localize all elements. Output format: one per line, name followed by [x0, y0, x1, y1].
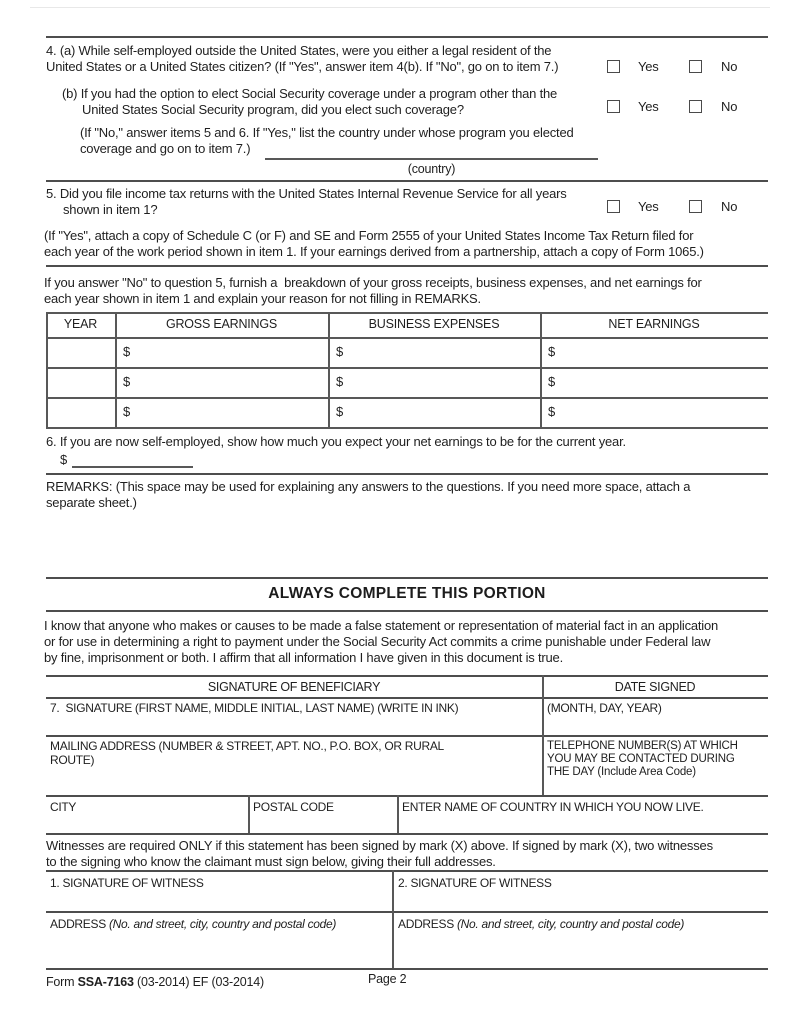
item5-yes-checkbox[interactable]	[607, 200, 620, 213]
dollar-sign: $	[548, 404, 556, 419]
gross-earnings-cell-input[interactable]	[133, 369, 326, 396]
item5-no-checkbox[interactable]	[689, 200, 702, 213]
witness-table-border-bottom	[46, 968, 768, 970]
telephone-label-line1: TELEPHONE NUMBER(S) AT WHICH	[547, 740, 738, 752]
footer-form-suffix: (03-2014) EF (03-2014)	[133, 975, 264, 989]
earnings-header-gross: GROSS EARNINGS	[165, 317, 278, 331]
address-hint: (No. and street, city, country and postal code)	[108, 917, 337, 931]
witness1-address-input[interactable]	[46, 932, 390, 966]
signature-table-border-bottom	[46, 833, 768, 835]
net-earnings-cell-input[interactable]	[558, 339, 766, 366]
business-expenses-cell-input[interactable]	[346, 399, 538, 426]
section-divider	[46, 36, 768, 38]
signature-label: 7. SIGNATURE (FIRST NAME, MIDDLE INITIAL, LAST NAME) (WRITE IN INK)	[50, 701, 459, 715]
year-cell-input[interactable]	[48, 369, 114, 396]
witness-note-line1: Witnesses are required ONLY if this statement has been signed by mark (X) above. If signed by mark (X), two witnesses	[46, 838, 713, 853]
net-earnings-cell-input[interactable]	[558, 399, 766, 426]
section-divider	[46, 577, 768, 579]
scan-artifact-line	[30, 7, 770, 8]
remarks-line1: REMARKS: (This space may be used for explaining any answers to the questions. If you need more space, attach a	[46, 479, 691, 494]
gross-earnings-cell-input[interactable]	[133, 399, 326, 426]
mailing-address-input[interactable]	[46, 768, 540, 793]
witness-table-row-rule	[46, 911, 768, 913]
item4b-no-checkbox[interactable]	[689, 100, 702, 113]
item4a-yes-checkbox[interactable]	[607, 60, 620, 73]
earnings-table-border-bottom	[46, 427, 768, 429]
footer-form-number: SSA-7163	[77, 975, 134, 989]
affirmation-line1: I know that anyone who makes or causes to be made a false statement or representation of material fact in an application	[44, 618, 719, 633]
witness2-address-label	[398, 917, 684, 932]
date-signed-input[interactable]	[544, 714, 766, 734]
item4b-text-line2: United States Social Security program, did you elect such coverage?	[82, 102, 464, 117]
footer-form-id	[46, 975, 264, 990]
country-input-area[interactable]	[265, 140, 598, 158]
beneficiary-signature-input[interactable]	[46, 714, 540, 734]
postal-code-label: POSTAL CODE	[253, 800, 334, 814]
address-word: ADDRESS	[50, 917, 109, 931]
year-cell-input[interactable]	[48, 399, 114, 426]
witness2-address-input[interactable]	[394, 932, 766, 966]
item4b-note-line1: (If "No," answer items 5 and 6. If "Yes," list the country under whose program you elected	[80, 125, 574, 140]
witness-note-line2: to the signing who know the claimant must sign below, giving their full addresses.	[46, 854, 496, 869]
dollar-sign: $	[336, 404, 344, 419]
mailing-address-label-line1: MAILING ADDRESS (NUMBER & STREET, APT. NO., P.O. BOX, OR RURAL	[50, 739, 444, 753]
dollar-sign: $	[336, 344, 344, 359]
net-earnings-cell-input[interactable]	[558, 369, 766, 396]
section-divider	[46, 180, 768, 182]
year-cell-input[interactable]	[48, 339, 114, 366]
date-format-label: (MONTH, DAY, YEAR)	[547, 701, 662, 715]
item5-yes-label: Yes	[638, 199, 659, 214]
item4b-yes-checkbox[interactable]	[607, 100, 620, 113]
item5-no-note-line1: If you answer "No" to question 5, furnish a breakdown of your gross receipts, business expenses, and net earnings for	[44, 275, 702, 290]
telephone-input[interactable]	[544, 779, 766, 793]
country-underline	[265, 158, 598, 160]
item4a-no-label: No	[721, 59, 738, 74]
dollar-sign: $	[123, 374, 131, 389]
signature-table-row-rule	[46, 735, 768, 737]
address-hint: (No. and street, city, country and postal code)	[456, 917, 685, 931]
witness1-signature-label: 1. SIGNATURE OF WITNESS	[50, 876, 204, 890]
mailing-address-label-line2: ROUTE)	[50, 753, 95, 767]
section-divider	[46, 473, 768, 475]
item6-dollar-sign: $	[60, 452, 68, 467]
item5-no-note-line2: each year shown in item 1 and explain your reason for not filling in REMARKS.	[44, 291, 481, 306]
item5-text-line1: 5. Did you file income tax returns with the United States Internal Revenue Service for all years	[46, 186, 567, 201]
witness1-address-label	[50, 917, 336, 932]
footer-page-number: Page 2	[368, 972, 407, 986]
signature-table-border-top	[46, 675, 768, 677]
item4a-text-line1: 4. (a) While self-employed outside the United States, were you either a legal resident of the	[46, 43, 552, 58]
item4b-note-line2: coverage and go on to item 7.)	[80, 141, 251, 156]
affirmation-line2: or for use in determining a right to payment under the Social Security Act commits a crime punishable under Federal law	[44, 634, 711, 649]
item4a-yes-label: Yes	[638, 59, 659, 74]
witness2-signature-label: 2. SIGNATURE OF WITNESS	[398, 876, 552, 890]
item4a-text-line2: United States or a United States citizen? (If "Yes", answer item 4(b). If "No", go on to item 7.)	[46, 59, 559, 74]
business-expenses-cell-input[interactable]	[346, 339, 538, 366]
item5-yes-note-line2: each year of the work period shown in item 1. If your earnings derived from a partnership, attach a copy of Form 1065.)	[44, 244, 704, 259]
item6-text: 6. If you are now self-employed, show how much you expect your net earnings to be for the current year.	[46, 434, 626, 449]
dollar-sign: $	[548, 344, 556, 359]
remarks-input-area[interactable]	[46, 514, 768, 574]
gross-earnings-cell-input[interactable]	[133, 339, 326, 366]
footer-form-word: Form	[46, 975, 78, 989]
witness-table-border-top	[46, 870, 768, 872]
business-expenses-cell-input[interactable]	[346, 369, 538, 396]
dollar-sign: $	[123, 344, 131, 359]
telephone-label-line3: THE DAY (Include Area Code)	[547, 766, 696, 778]
item5-yes-note-line1: (If "Yes", attach a copy of Schedule C (or F) and SE and Form 2555 of your United States Income Tax Return filed for	[44, 228, 694, 243]
country-live-label: ENTER NAME OF COUNTRY IN WHICH YOU NOW LIVE.	[402, 800, 704, 814]
item6-amount-input[interactable]	[72, 448, 193, 466]
dollar-sign: $	[548, 374, 556, 389]
postal-code-input[interactable]	[250, 814, 395, 832]
item4b-yes-label: Yes	[638, 99, 659, 114]
item4b-no-label: No	[721, 99, 738, 114]
address-word: ADDRESS	[398, 917, 457, 931]
signature-table-header-rule	[46, 697, 768, 699]
signature-of-beneficiary-header: SIGNATURE OF BENEFICIARY	[207, 680, 381, 694]
date-signed-header: DATE SIGNED	[614, 680, 696, 694]
dollar-sign: $	[336, 374, 344, 389]
item4b-text-line1: (b) If you had the option to elect Social Security coverage under a program other than the	[62, 86, 558, 101]
section-divider	[46, 265, 768, 267]
witness1-signature-input[interactable]	[46, 890, 390, 910]
signature-table-row-rule	[46, 795, 768, 797]
earnings-header-expenses: BUSINESS EXPENSES	[368, 317, 500, 331]
city-input[interactable]	[46, 814, 246, 832]
telephone-label-line2: YOU MAY BE CONTACTED DURING	[547, 753, 735, 765]
item4a-no-checkbox[interactable]	[689, 60, 702, 73]
earnings-header-net: NET EARNINGS	[608, 317, 700, 331]
item6-underline	[72, 466, 193, 468]
country-live-input[interactable]	[399, 814, 766, 832]
earnings-header-year: YEAR	[63, 317, 98, 331]
country-caption: (country)	[407, 162, 456, 176]
section-divider	[46, 610, 768, 612]
item5-no-label: No	[721, 199, 738, 214]
dollar-sign: $	[123, 404, 131, 419]
item5-text-line2: shown in item 1?	[63, 202, 158, 217]
always-complete-heading: ALWAYS COMPLETE THIS PORTION	[268, 585, 546, 602]
witness2-signature-input[interactable]	[394, 890, 766, 910]
affirmation-line3: by fine, imprisonment or both. I affirm that all information I have given in this document is true.	[44, 650, 563, 665]
earnings-table-border-top	[46, 312, 768, 314]
city-label: CITY	[50, 800, 77, 814]
remarks-line2: separate sheet.)	[46, 495, 137, 510]
